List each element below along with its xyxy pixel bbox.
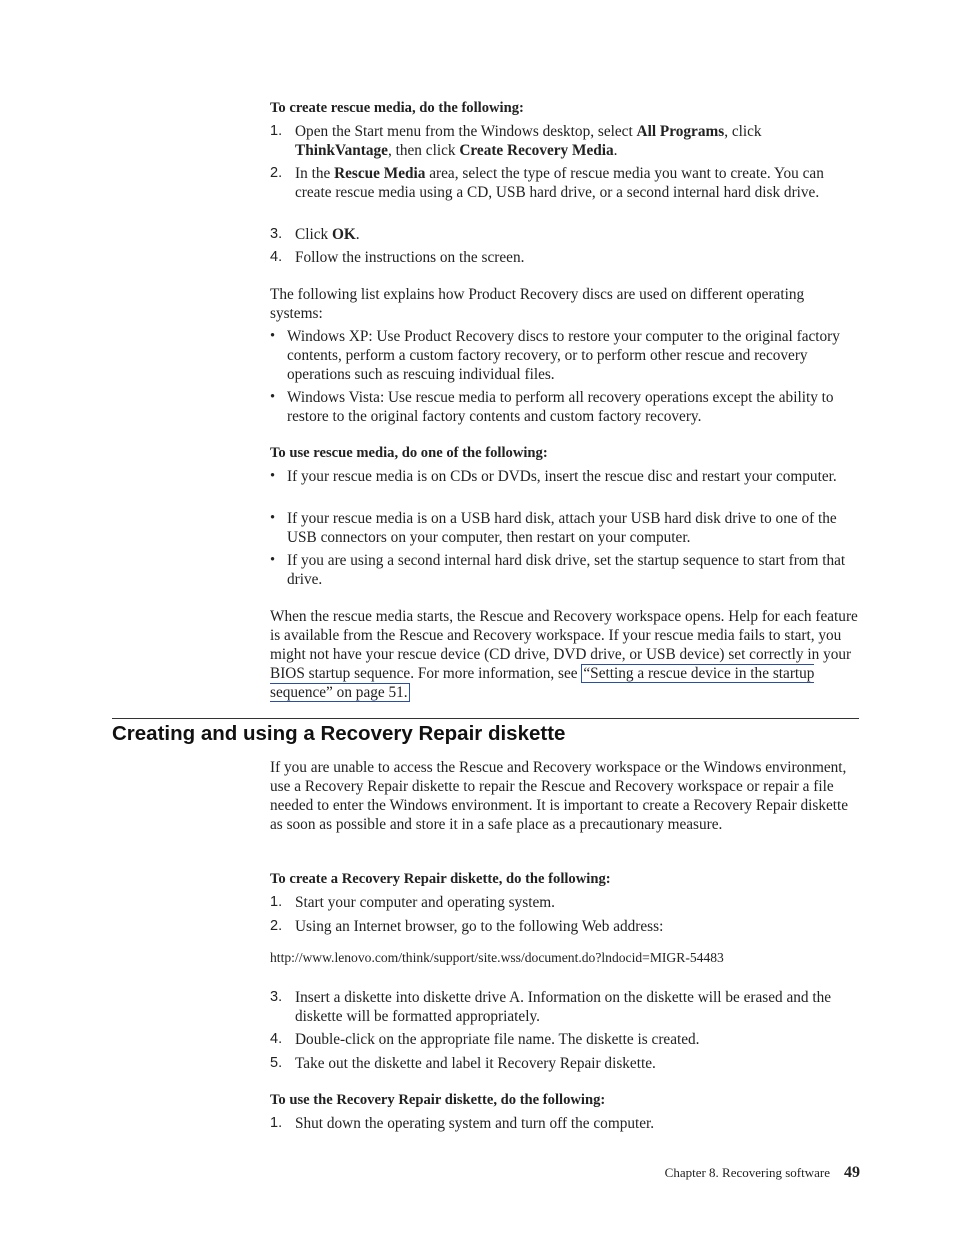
list-item: 1. Start your computer and operating system. — [270, 894, 555, 911]
page-number: 49 — [844, 1164, 860, 1181]
list-item: 5. Take out the diskette and label it Recovery Repair diskette. — [270, 1055, 656, 1072]
support-url[interactable]: http://www.lenovo.com/think/support/site.wss/document.do?lndocid=MIGR-54483 — [270, 950, 724, 965]
section-title: Creating and using a Recovery Repair diskette — [112, 722, 566, 745]
step-text: Open the Start menu from the Windows desktop, select All Programs, click ThinkVantage, then click Create Recovery Media. — [295, 123, 762, 159]
create-rescue-heading: To create rescue media, do the following: — [270, 100, 524, 116]
list-item: • Windows XP: Use Product Recovery discs to restore your computer to the original factory contents, perform a custom factory recovery, or to perform other rescue and recovery operations such as rescuing individual files. — [270, 328, 840, 383]
step-text: Click OK. — [295, 226, 360, 243]
chapter-label: Chapter 8. Recovering software — [664, 1165, 830, 1180]
list-item: 1. Shut down the operating system and turn off the computer. — [270, 1115, 655, 1132]
list-item: 2. In the Rescue Media area, select the type of rescue media you want to create. You can create rescue media using a CD, USB hard drive, or a second internal hard disk drive. — [270, 164, 860, 202]
page-footer — [600, 1164, 860, 1182]
section-divider — [112, 718, 859, 719]
list-item: • If your rescue media is on a USB hard disk, attach your USB hard disk drive to one of the USB connectors on your computer, then restart on your computer. — [270, 510, 837, 546]
step-text: In the Rescue Media area, select the type of rescue media you want to create. You can create rescue media using a CD, USB hard drive, or a second internal hard disk drive. — [295, 165, 824, 201]
list-item: 3. Insert a diskette into diskette drive A. Information on the diskette will be erased and the diskette will be formatted appropriately. — [270, 989, 832, 1025]
list-item: 3. Click OK. — [270, 225, 860, 244]
list-item: 4. Double-click on the appropriate file name. The diskette is created. — [270, 1031, 700, 1048]
os-intro: The following list explains how Product Recovery discs are used on different operating systems: — [270, 286, 805, 322]
list-item: 2. Using an Internet browser, go to the following Web address: — [270, 918, 664, 935]
create-diskette-heading: To create a Recovery Repair diskette, do the following: — [270, 871, 611, 887]
list-item: • If you are using a second internal hard disk drive, set the startup sequence to start from that drive. — [270, 552, 846, 588]
list-item: 1. Open the Start menu from the Windows desktop, select All Programs, click ThinkVantage, then click Create Recovery Media. — [270, 122, 860, 160]
use-diskette-heading: To use the Recovery Repair diskette, do the following: — [270, 1092, 606, 1108]
list-item: • If your rescue media is on CDs or DVDs, insert the rescue disc and restart your computer. — [270, 468, 837, 485]
recovery-intro: If you are unable to access the Rescue and Recovery workspace or the Windows environment, use a Recovery Repair diskette to repair the Rescue and Recovery workspace or repair a file needed to enter the Windows environment. It is important to create a Recovery Repair diskette as soon as possible and store it in a safe place as a precautionary measure. — [270, 759, 849, 833]
list-item: • Windows Vista: Use rescue media to perform all recovery operations except the ability to restore to the original factory contents and custom factory recovery. — [270, 389, 834, 425]
use-rescue-heading: To use rescue media, do one of the following: — [270, 445, 548, 461]
startup-sequence-link[interactable]: “Setting a rescue device in the startup sequence” on page 51. — [270, 665, 815, 701]
list-item: 4. Follow the instructions on the screen. — [270, 249, 525, 266]
closing-paragraph: When the rescue media starts, the Rescue and Recovery workspace opens. Help for each feature is available from the Rescue and Recovery workspace. If your rescue media fails to start, you might not have your rescue device (CD drive, DVD drive, or USB device) set correctly in your BIOS startup sequence. For more information, see “Setting a rescue device in the startup sequence” on page 51. — [270, 608, 858, 701]
